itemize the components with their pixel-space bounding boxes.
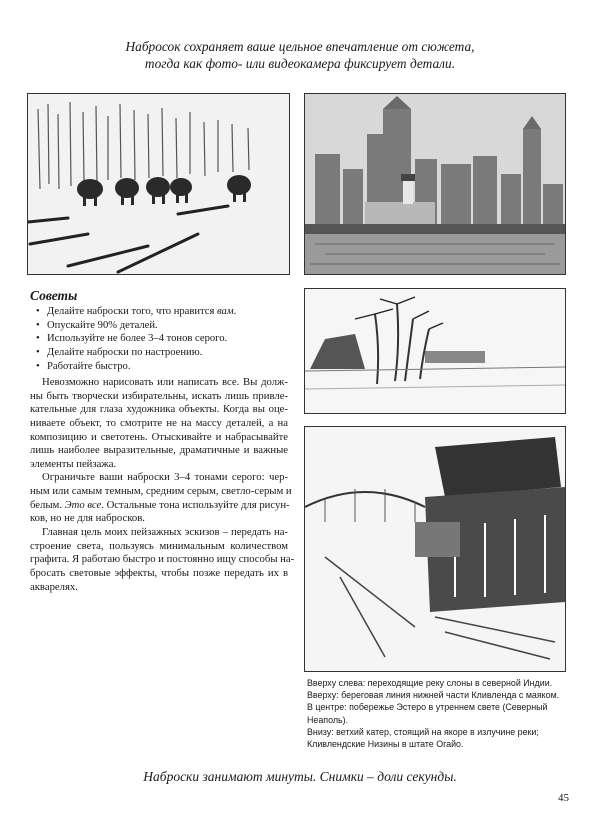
tips-item: • Делайте наброски по настроению. <box>36 346 236 360</box>
elephants-sketch-image <box>27 93 290 275</box>
paragraph-line: композицию и светотень. Отыскивайте и набрасывайте <box>30 430 288 443</box>
boat-river-sketch-image <box>304 426 566 672</box>
paragraph-line: Главная цель моих пейзажных эскизов – передать на- <box>42 526 288 539</box>
footer-quote: Наброски занимают минуты. Снимки – доли секунды. <box>143 769 457 784</box>
tips-item: • Делайте наброски того, что нравится вам. <box>36 305 236 319</box>
estero-beach-sketch-image <box>304 288 566 414</box>
tips-item: • Опускайте 90% деталей. <box>36 319 236 333</box>
page-number: 45 <box>558 792 569 804</box>
caption-line: Вверху: береговая линия нижней части Кливленда с маяком. <box>307 690 560 701</box>
caption-line: Внизу: ветхий катер, стоящий на якоре в излучине реки; <box>307 726 539 737</box>
paragraph-line: белым. Это все. Остальные тона используйте для рисун- <box>30 498 290 511</box>
paragraph-line: бросать световые эффекты, чтобы позже передать их в <box>30 566 288 579</box>
paragraph-line: строение света, пользуясь минимальным количеством <box>30 539 288 552</box>
image-captions <box>307 677 569 750</box>
caption-line: Кливлендские Низины в штате Огайо. <box>307 739 464 750</box>
paragraph-line: Невозможно нарисовать или написать все. Вы долж- <box>42 376 288 388</box>
paragraph-line: ны быть творчески избирательны, искать лишь привле- <box>30 389 288 402</box>
body-text <box>30 376 295 594</box>
paragraph-line: ниваете объект, то смотрите не на массу деталей, а на <box>30 416 288 429</box>
paragraph-line: элементы пейзажа. <box>30 457 117 470</box>
intro-line-1: Набросок сохраняет ваше цельное впечатление от сюжета, <box>125 39 475 54</box>
paragraph-line: ков, но не для набросков. <box>30 512 145 525</box>
intro-line-2: тогда как фото- или видеокамера фиксирует детали. <box>144 56 456 71</box>
paragraph-line: кательные для глаза художника объекты. Когда вы оце- <box>30 403 288 416</box>
caption-line: В центре: побережье Эстеро в утреннем свете (Северный <box>307 702 548 713</box>
tips-item: • Работайте быстро. <box>36 360 236 374</box>
tips-list <box>36 305 236 374</box>
paragraph-line: акварелях. <box>30 580 78 593</box>
paragraph-line: лишь наиболее выразительные, драматичные и важные <box>30 444 288 457</box>
caption-line: Неаполь). <box>307 714 349 725</box>
cleveland-lighthouse-sketch-image <box>304 93 566 275</box>
paragraph-line: графита. Я работаю быстро и постоянно ищу способы на- <box>30 553 295 566</box>
paragraph-line: ным или самым темным, средним серым, светло-серым и <box>30 485 292 498</box>
caption-line: Вверху слева: переходящие реку слоны в северной Индии. <box>307 678 553 688</box>
paragraph-line: Ограничьте ваши наброски 3–4 тонами серого: чер- <box>42 471 288 484</box>
tips-item: • Используйте не более 3–4 тонов серого. <box>36 332 236 346</box>
tips-heading: Советы <box>30 288 78 303</box>
intro-quote <box>90 38 510 72</box>
